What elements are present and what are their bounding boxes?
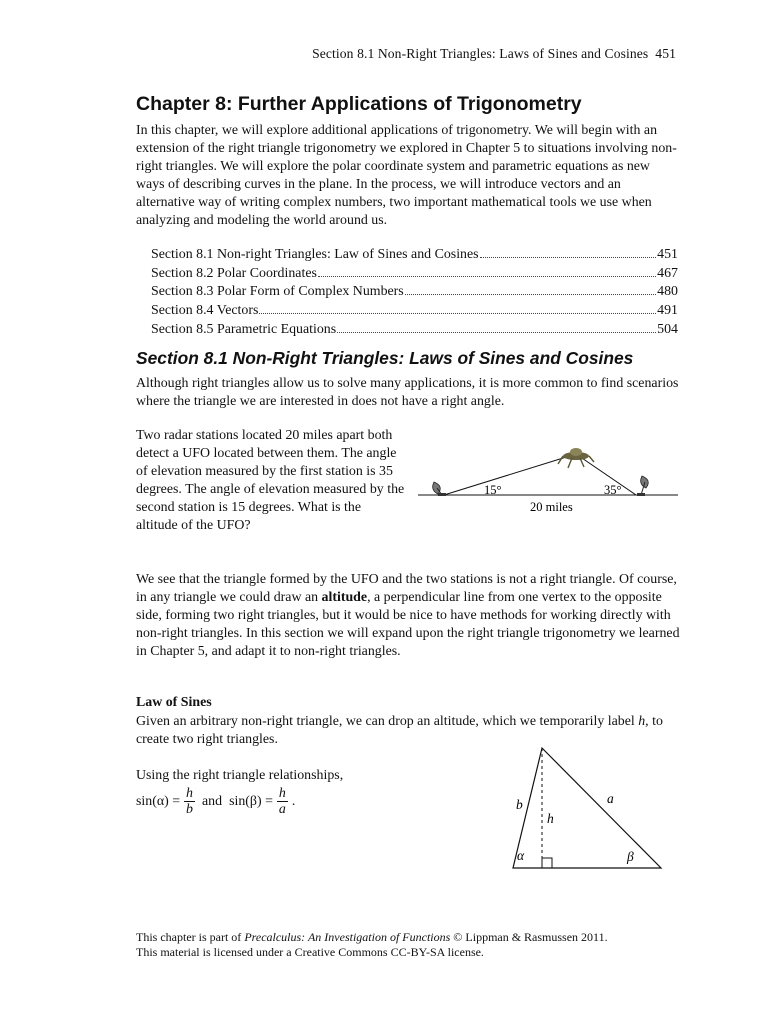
distance-label: 20 miles — [530, 500, 573, 514]
side-a-label: a — [607, 791, 614, 806]
angle-beta-label: β — [627, 849, 634, 864]
triangle-outline — [513, 748, 661, 868]
footer-line-2: This material is licensed under a Creative Commons CC-BY-SA license. — [136, 945, 484, 959]
los-text-after: , to create two right triangles. — [136, 714, 663, 747]
toc-entry[interactable] — [151, 283, 678, 302]
radar-dish-icon — [637, 476, 648, 496]
fraction-numerator: h — [278, 786, 286, 801]
section-title: Section 8.1 Non-Right Triangles: Laws of Sines and Cosines — [136, 348, 634, 368]
altitude-term: altitude — [321, 590, 368, 605]
toc-entry[interactable] — [151, 301, 678, 320]
book-title: Precalculus: An Investigation of Functions — [244, 930, 451, 944]
ufo-problem-text: Two radar stations located 20 miles apart both detect a UFO located between them. The angle of elevation measured by the first station is 35 degrees. The angle of elevation measured by the second station is 15 degrees. What is the altitude of the UFO? — [136, 428, 405, 533]
formula-period: . — [291, 793, 296, 809]
chapter-intro: In this chapter, we will explore additional applications of trigonometry. We will begin with an extension of the right triangle trigonometry we explored in Chapter 5 to situations involving non-right triangles. We will explore the polar coordinate system and parametric equations as new ways of describing curves in the plane. In the process, we will introduce vectors and an alternative way of writing complex numbers, two important mathematical tools we use when analyzing and modeling the world around us. — [136, 123, 677, 228]
chapter-title: Chapter 8: Further Applications of Trigonometry — [136, 93, 582, 115]
fraction-denominator: b — [186, 802, 193, 817]
toc-leader-dots — [337, 320, 656, 333]
toc-entry-page: 504 — [657, 322, 678, 338]
toc-leader-dots — [318, 264, 656, 277]
section-intro: Although right triangles allow us to solve many applications, it is more common to find scenarios where the triangle we are interested in does not have a right angle. — [136, 376, 679, 409]
toc-entry-page: 480 — [657, 284, 678, 300]
toc-entry-label: Section 8.5 Parametric Equations — [151, 322, 337, 338]
toc-entry-label: Section 8.2 Polar Coordinates — [151, 265, 317, 281]
altitude-paragraph — [136, 571, 681, 661]
altitude-text-before: We see that the triangle formed by the UFO and the two stations is not a right triangle. Of course, in any triangle we could draw an — [136, 572, 677, 605]
right-angle-marker — [542, 858, 552, 868]
fraction-h-over-b — [184, 786, 195, 817]
table-of-contents — [151, 245, 678, 339]
toc-entry[interactable] — [151, 264, 678, 283]
toc-entry-page: 491 — [657, 303, 678, 319]
sin-alpha-label: sin(α) = — [136, 793, 181, 809]
page-number: 451 — [655, 46, 676, 61]
left-angle-label: 15° — [484, 483, 502, 497]
toc-entry[interactable] — [151, 245, 678, 264]
toc-entry-label: Section 8.4 Vectors — [151, 303, 259, 319]
fraction-h-over-a — [277, 786, 288, 817]
and-word: and — [202, 793, 223, 809]
sin-beta-label: sin(β) = — [229, 793, 273, 809]
altitude-text-after: , a perpendicular line from one vertex to the opposite side, forming two right triangles, but it would be nice to have methods for working directly with non-right triangles. In this section we will expand upon the right triangle trigonometry we learned in Chapter 5, and adapt it to non-right triangles. — [136, 590, 680, 659]
sine-formula — [136, 786, 295, 817]
altitude-h-label: h — [547, 811, 554, 826]
running-head-text: Section 8.1 Non-Right Triangles: Laws of Sines and Cosines — [312, 46, 649, 61]
ufo-diagram — [412, 440, 682, 520]
law-of-sines-heading: Law of Sines — [136, 695, 212, 710]
radar-dish-icon — [433, 482, 446, 496]
footer-text-before: This chapter is part of — [136, 930, 245, 944]
los-var-h: h — [638, 714, 646, 729]
los-text-before: Given an arbitrary non-right triangle, we can drop an altitude, which we temporarily label — [136, 714, 639, 729]
left-sightline — [444, 454, 576, 495]
running-header — [312, 46, 676, 62]
triangle-diagram — [505, 742, 670, 872]
toc-leader-dots — [405, 283, 656, 296]
toc-entry-page: 451 — [657, 246, 678, 262]
right-triangle-relationships: Using the right triangle relationships, — [136, 768, 344, 783]
fraction-numerator: h — [186, 786, 193, 801]
footer-line-1 — [136, 930, 608, 945]
right-angle-label: 35° — [604, 483, 622, 497]
toc-leader-dots — [259, 301, 656, 314]
fraction-denominator: a — [278, 802, 286, 817]
toc-entry[interactable] — [151, 320, 678, 339]
side-b-label: b — [516, 797, 523, 812]
toc-leader-dots — [480, 245, 657, 258]
toc-entry-label: Section 8.1 Non-right Triangles: Law of Sines and Cosines — [151, 246, 479, 262]
toc-entry-label: Section 8.3 Polar Form of Complex Numbers — [151, 284, 404, 300]
angle-alpha-label: α — [517, 848, 525, 863]
license-footer — [136, 930, 608, 960]
toc-entry-page: 467 — [657, 265, 678, 281]
footer-copyright: © Lippman & Rasmussen 2011. — [450, 930, 608, 944]
